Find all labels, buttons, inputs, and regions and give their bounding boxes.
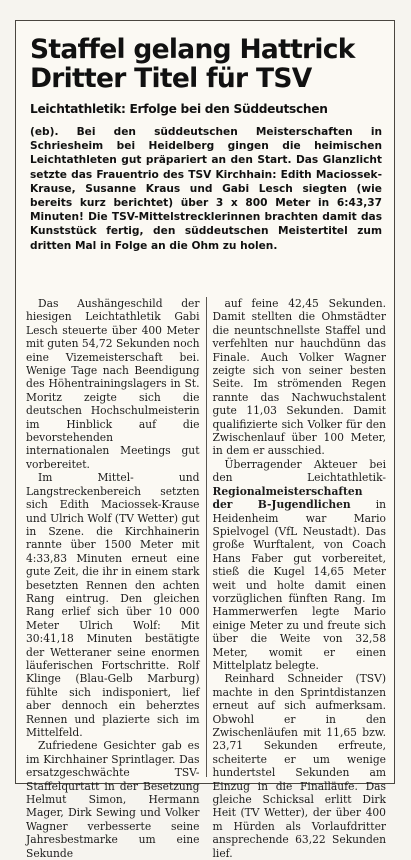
left-column <box>26 297 206 860</box>
right-column <box>207 297 387 860</box>
newspaper-clipping <box>15 20 395 860</box>
right-paragraph-2-start: Überragender Akteuer bei den Leichtathletik- <box>212 457 386 485</box>
right-paragraph-2-end: in Heidenheim war Mario Spielvogel (VfL Neustadt). Das große Wurftalent, von Coach Hans Faber gut vorbereitet, stieß die Kugel 14,65 Meter weit und holte damit einen vorzüglichen fünften Rang. Im Hammerwerfen legte Mario einige Meter zu und freute sich über die Weite von 32,58 Meter, womit er einen Mittelplatz belegte. <box>212 498 386 672</box>
left-paragraph-2: Im Mittel- und Langstreckenbereich setzten sich Edith Maciossek-Krause und Ulrich Wolf (TV Wetter) gut in Szene. die Kirchhainerin rannte über 1500 Meter mit 4:33,83 Minuten erneut eine gute Zeit, die ihr in einem stark besetzten Rennen den achten Rang eintrug. Den gleichen Rang erlief sich über 10 000 Meter Ulrich Wolf: Mit 30:41,18 Minuten bestätigte der Wetteraner seine enormen läuferischen Fortschritte. Rolf Klinge (Blau-Gelb Marburg) fühlte sich indisponiert, lief aber dennoch ein beherztes Rennen und plazierte sich im Mittelfeld. <box>26 471 200 739</box>
right-paragraph-3: Reinhard Schneider (TSV) machte in den Sprintdistanzen erneut auf sich aufmerksam. Obwohl er in den Zwischenläufen mit 11,65 bzw. 23,71 Sekunden erfreute, scheiterte er um wenige hundertstel Sekunden am Einzug in die Finalläufe. Das gleiche Schicksal erlitt Dirk Heit (TV Wetter), der über 400 m Hürden als Vorlaufdritter ansprechende 63,22 Sekunden lief. <box>212 672 386 860</box>
article-body <box>26 297 386 860</box>
headline <box>30 35 394 93</box>
right-paragraph-2-emphasis: Regionalmeisterschaften der B-Jugendlichen <box>212 484 363 512</box>
lead-paragraph: (eb). Bei den süddeutschen Meisterschaften in Schriesheim bei Heidelberg gingen die heimischen Leichtathleten gut präpariert an den Start. Das Glanzlicht setzte das Frauentrio des TSV Kirchhain: Edith Maciossek-Krause, Susanne Kraus und Gabi Lesch siegten (wie bereits kurz berichtet) über 3 x 800 Meter in 6:43,37 Minuten! Die TSV-Mittelstrecklerinnen brachten damit das Kunststück fertig, den süddeutschen Meistertitel zum dritten Mal in Folge an die Ohm zu holen. <box>30 126 382 252</box>
left-paragraph-3: Zufriedene Gesichter gab es im Kirchhainer Sprintlager. Das ersatzgeschwächte TSV-Staffelqurtatt in der Besetzung Helmut Simon, Hermann Mager, Dirk Sewing und Volker Wagner verbesserte seine Jahresbestmarke um eine Sekunde <box>26 739 200 860</box>
headline-line-2: Dritter Titel für TSV <box>30 63 312 94</box>
left-paragraph-1: Das Aushängeschild der hiesigen Leichtathletik Gabi Lesch steuerte über 400 Meter mit guten 54,72 Sekunden noch eine Vizemeisterschaft bei. Wenige Tage nach Beendigung des Höhentrainingslagers in St. Moritz zeigte sich die deutschen Hochschulmeisterin im Hinblick auf die bevorstehenden internationalen Meetings gut vorbereitet. <box>26 297 200 471</box>
right-paragraph-1: auf feine 42,45 Sekunden. Damit stellten die Ohmstädter die neuntschnellste Staffel und verfehlten nur hauchdünn das Finale. Auch Volker Wagner zeigte sich von seiner besten Seite. Im strömenden Regen rannte das Nachwuchstalent gute 11,03 Sekunden. Damit qualifizierte sich Volker für den Zwischenlauf über 100 Meter, in dem er ausschied. <box>212 297 386 458</box>
subheadline: Leichtathletik: Erfolge bei den Süddeutschen <box>30 102 328 116</box>
headline-line-1: Staffel gelang Hattrick <box>30 34 355 65</box>
right-paragraph-2 <box>213 458 387 673</box>
